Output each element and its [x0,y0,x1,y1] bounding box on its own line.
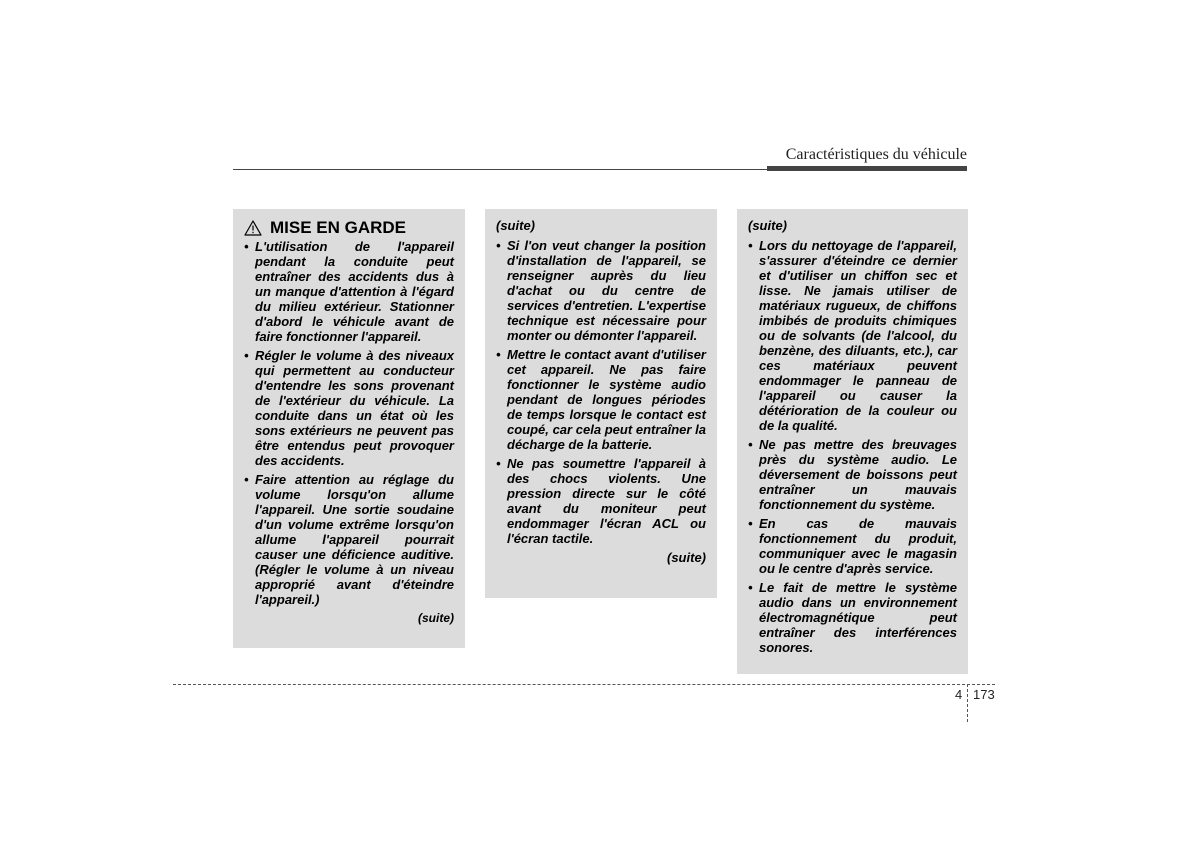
chapter-number: 4 [955,687,963,702]
list-item: • Faire attention au réglage du volume lorsqu'on allume l'appareil. Une sortie soudaine d'un volume extrême lorsqu'on allume l'appareil pourrait causer une déficience auditive. (Régler le volume à un niveau approprié avant d'éteindre l'appareil.) [244,472,454,607]
warning-list [244,239,454,607]
list-item: • Régler le volume à des niveaux qui permettent au conducteur d'entendre les sons provenant de l'extérieur du véhicule. La conduite dans un état où les sons extérieurs ne peuvent pas être entendus peut provoquer des accidents. [244,348,454,468]
page-number: 173 [973,687,995,702]
warning-heading [244,218,454,238]
list-item: • Mettre le contact avant d'utiliser cet appareil. Ne pas faire fonctionner le système audio pendant de longues périodes de temps lorsque le contact est coupé, car cela peut entraîner la décharge de la batterie. [496,347,706,452]
list-item: • En cas de mauvais fonctionnement du produit, communiquer avec le magasin ou le centre d'après service. [748,516,957,576]
warning-title: MISE EN GARDE [270,218,407,237]
list-item: • Si l'on veut changer la position d'installation de l'appareil, se renseigner auprès du lieu d'achat ou du centre de services d'entretien. L'expertise technique est nécessaire pour monter ou démonter l'appareil. [496,238,706,343]
list-item: • L'utilisation de l'appareil pendant la conduite peut entraîner des accidents dus à un manque d'attention à l'égard du milieu extérieur. Stationner d'abord le véhicule avant de faire fonctionner l'appareil. [244,239,454,344]
continued-top-label: (suite) [748,218,787,233]
list-item: • Lors du nettoyage de l'appareil, s'assurer d'éteindre ce dernier et d'utiliser un chiffon sec et lisse. Ne jamais utiliser de matériaux rugueux, de chiffons imbibés de produits chimiques ou de solvants (de l'alcool, du benzène, des diluants, etc.), car ces matériaux peuvent endommager le panneau de l'appareil ou causer la détérioration de la couleur ou de la qualité. [748,238,957,433]
continued-label: (suite) [667,550,706,565]
continued-label: (suite) [418,611,454,625]
footer-dashed-divider [967,684,968,722]
warning-triangle-icon [244,220,262,236]
warning-list [748,238,957,655]
warning-list [496,238,706,546]
list-item: • Ne pas mettre des breuvages près du système audio. Le déversement de boissons peut entraîner un mauvais fonctionnement du système. [748,437,957,512]
list-item: • Le fait de mettre le système audio dans un environnement électromagnétique peut entraîner des interférences sonores. [748,580,957,655]
footer-dashed-rule [173,684,995,685]
list-item: • Ne pas soumettre l'appareil à des chocs violents. Une pression directe sur le côté avant du moniteur peut endommager l'écran ACL ou l'écran tactile. [496,456,706,546]
page-header-title: Caractéristiques du véhicule [785,146,967,163]
continued-top-label: (suite) [496,218,535,233]
warning-box-continued [485,209,717,598]
header-rule [233,169,967,170]
warning-box [233,209,465,648]
warning-box-continued [737,209,968,674]
